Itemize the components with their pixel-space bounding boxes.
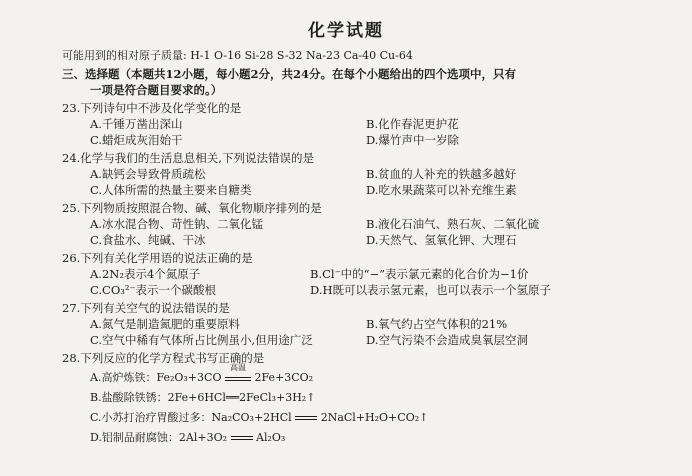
equation-right: Al₂O₃ (256, 431, 286, 444)
equals-sign (231, 436, 253, 440)
section-header-cont: 一项是符合题目要求的。） (90, 83, 223, 97)
reaction-condition: 高温 (229, 363, 246, 372)
option-b: B.液化石油气、熟石灰、二氧化硫 (366, 217, 540, 231)
question-stem: 28.下列反应的化学方程式书写正确的是 (62, 351, 265, 365)
option-a: A.氮气是制造氮肥的重要原料 (90, 317, 240, 331)
section-header: 三、选择题（本题共12小题，每小题2分，共24分。在每个小题给出的四个选项中，只有 (62, 67, 517, 81)
option-d: D.H既可以表示氢元素，也可以表示一个氢原子 (310, 283, 551, 297)
option-b: B.Cl⁻中的“−”表示氯元素的化合价为−1价 (310, 267, 529, 281)
option-c (90, 410, 428, 426)
option-b: B.氧气约占空气体积的21% (366, 317, 508, 331)
option-d: D.天然气、氢氧化钾、大理石 (366, 233, 517, 247)
question-stem: 26.下列有关化学用语的说法正确的是 (62, 251, 253, 265)
equation-left: C.小苏打治疗胃酸过多：Na₂CO₃+2HCl (90, 411, 292, 424)
equation-right: 2NaCl+H₂O+CO₂↑ (320, 411, 429, 424)
question-stem: 27.下列有关空气的说法错误的是 (62, 301, 230, 315)
equals-sign (295, 416, 317, 420)
option-a: A.缺钙会导致骨质疏松 (90, 167, 206, 181)
option-c: C.食盐水、纯碱、干冰 (90, 233, 206, 247)
equation-left: A.高炉炼铁：Fe₂O₃+3CO (90, 371, 222, 384)
atomic-masses: 可能用到的相对原子质量: H-1 O-16 Si-28 S-32 Na-23 Ca-40 Cu-64 (62, 49, 413, 62)
option-a: A.2N₂表示4个氮原子 (90, 267, 201, 281)
option-a: A.千锤万凿出深山 (90, 117, 183, 131)
equation-left: D.铝制品耐腐蚀：2Al+3O₂ (90, 431, 228, 444)
option-c: C.人体所需的热量主要来自糖类 (90, 183, 252, 197)
option-c: C.CO₃²⁻表示一个碳酸根 (90, 283, 217, 297)
option-b: B.化作春泥更护花 (366, 117, 459, 131)
option-d: D.吃水果蔬菜可以补充维生素 (366, 183, 517, 197)
option-a: A.冰水混合物、苛性钠、二氧化锰 (90, 217, 263, 231)
option-b: B.盐酸除铁锈：2Fe+6HCl══2FeCl₃+3H₂↑ (90, 391, 316, 404)
question-stem: 25.下列物质按照混合物、碱、氧化物顺序排列的是 (62, 201, 322, 215)
option-c: C.蜡炬成灰泪始干 (90, 133, 183, 147)
option-a (90, 363, 314, 386)
question-stem: 24.化学与我们的生活息息相关,下列说法错误的是 (62, 151, 314, 165)
option-b: B.贫血的人补充的铁越多越好 (366, 167, 517, 181)
option-d (90, 430, 285, 446)
condition-equals-sign (225, 363, 251, 381)
option-c: C.空气中稀有气体所占比例虽小,但用途广泛 (90, 333, 313, 347)
exam-title: 化学试题 (308, 21, 384, 41)
option-d: D.空气污染不会造成臭氧层空洞 (366, 333, 528, 347)
question-stem: 23.下列诗句中不涉及化学变化的是 (62, 101, 242, 115)
option-d: D.爆竹声中一岁除 (366, 133, 459, 147)
equation-right: 2Fe+3CO₂ (254, 371, 314, 384)
